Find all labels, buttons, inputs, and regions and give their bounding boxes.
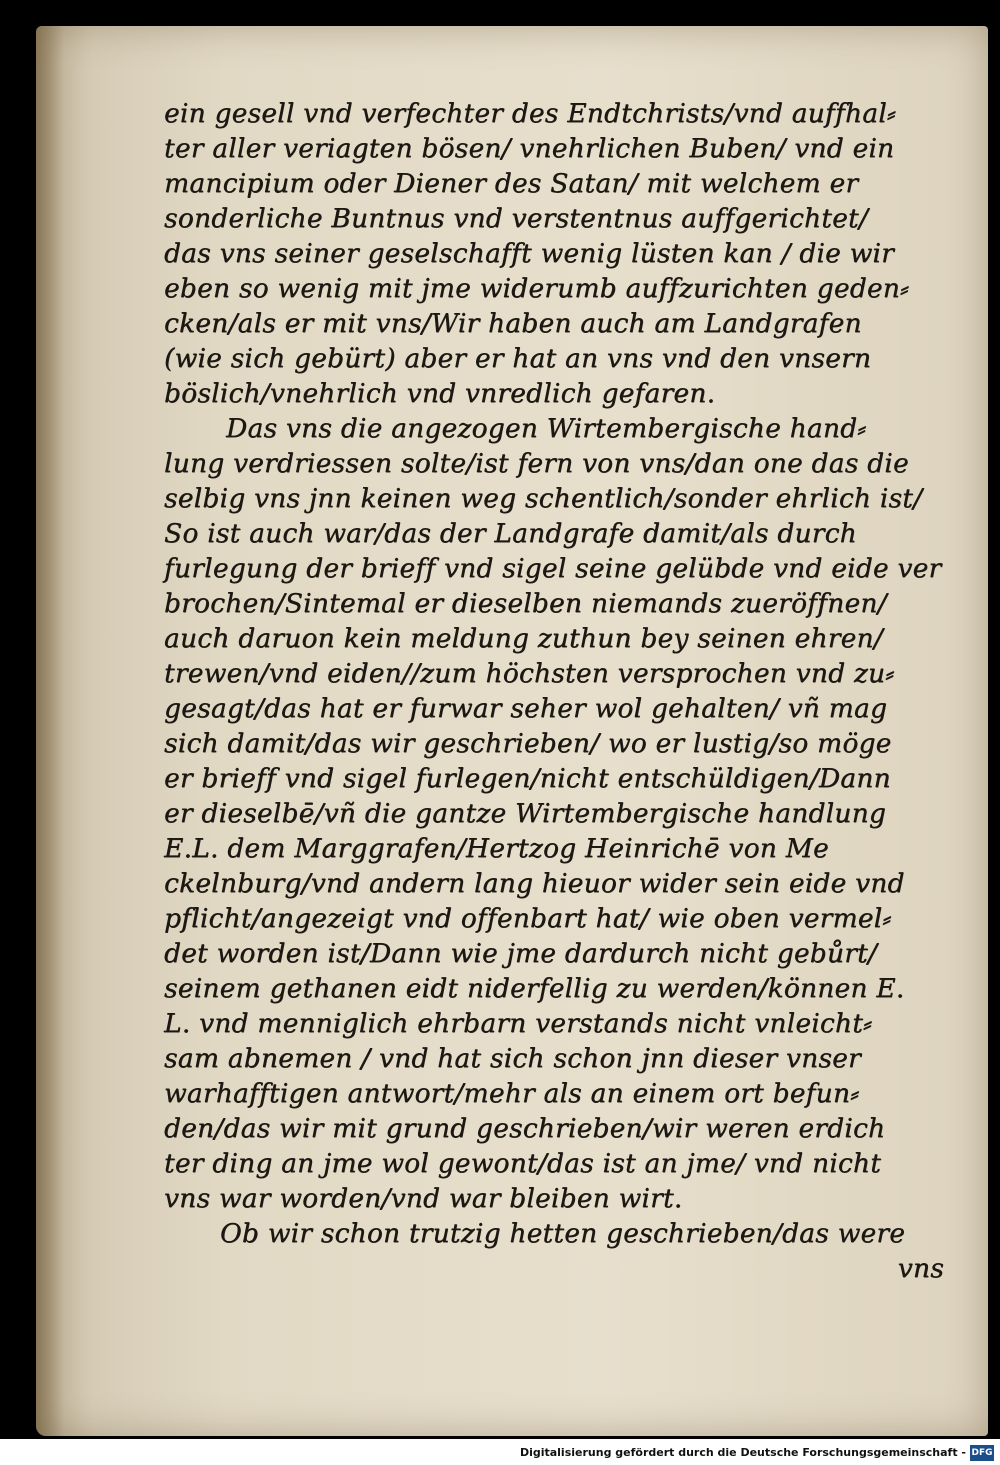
text-line: furlegung der brieff vnd sigel seine gelübde vnd eide ver <box>164 553 942 584</box>
text-line: brochen/Sintemal er dieselben niemands zueröffnen/ <box>164 588 887 619</box>
text-line: ter aller veriagten bösen/ vnehrlichen Buben/ vnd ein <box>164 133 895 164</box>
text-line: sam abnemen / vnd hat sich schon jnn dieser vnser <box>164 1043 861 1074</box>
text-line: böslich/vnehrlich vnd vnredlich gefaren. <box>164 378 716 409</box>
text-line: er dieselbē/vñ die gantze Wirtembergische handlung <box>164 798 886 829</box>
text-line: warhafftigen antwort/mehr als an einem ort befun⸗ <box>164 1078 860 1109</box>
text-line: ein gesell vnd verfechter des Endtchrists/vnd auffhal⸗ <box>164 98 896 129</box>
text-line: det worden ist/Dann wie jme dardurch nicht gebůrt/ <box>164 938 878 969</box>
text-line: lung verdriessen solte/ist fern von vns/dan one das die <box>164 448 909 479</box>
footer-bar <box>0 1439 1000 1465</box>
text-line: pflicht/angezeigt vnd offenbart hat/ wie oben vermel⸗ <box>164 903 892 934</box>
text-line: vns war worden/vnd war bleiben wirt. <box>164 1183 683 1214</box>
text-line: ckelnburg/vnd andern lang hieuor wider sein eide vnd <box>164 868 905 899</box>
text-line: ter ding an jme wol gewont/das ist an jme/ vnd nicht <box>164 1148 882 1179</box>
text-line: eben so wenig mit jme widerumb auffzurichten geden⸗ <box>164 273 910 304</box>
text-line: seinem gethanen eidt niderfellig zu werden/können E. <box>164 973 905 1004</box>
book-page <box>36 26 988 1436</box>
text-line: das vns seiner geselschafft wenig lüsten kan / die wir <box>164 238 894 269</box>
page-text <box>164 96 974 1286</box>
text-line: L. vnd menniglich ehrbarn verstands nicht vnleicht⸗ <box>164 1008 873 1039</box>
text-line: mancipium oder Diener des Satan/ mit welchem er <box>164 168 859 199</box>
text-line: den/das wir mit grund geschrieben/wir weren erdich <box>164 1113 886 1144</box>
catchword: vns <box>897 1253 944 1284</box>
dfg-logo-icon: DFG <box>970 1445 994 1461</box>
text-line: selbig vns jnn keinen weg schentlich/sonder ehrlich ist/ <box>164 483 923 514</box>
text-line: cken/als er mit vns/Wir haben auch am Landgrafen <box>164 308 862 339</box>
text-line: sich damit/das wir geschrieben/ wo er lustig/so möge <box>164 728 892 759</box>
text-line: gesagt/das hat er furwar seher wol gehalten/ vñ mag <box>164 693 888 724</box>
text-line: trewen/vnd eiden//zum höchsten versprochen vnd zu⸗ <box>164 658 895 689</box>
text-line: er brieff vnd sigel furlegen/nicht entschüldigen/Dann <box>164 763 891 794</box>
text-line: So ist auch war/das der Landgrafe damit/als durch <box>164 518 857 549</box>
text-line: auch daruon kein meldung zuthun bey seinen ehren/ <box>164 623 883 654</box>
paragraph-start-line: Das vns die angezogen Wirtembergische hand⸗ <box>226 413 867 444</box>
text-line: (wie sich gebürt) aber er hat an vns vnd den vnsern <box>164 343 872 374</box>
paragraph-start-line: Ob wir schon trutzig hetten geschrieben/das were <box>220 1218 906 1249</box>
digitization-credit: Digitalisierung gefördert durch die Deutsche Forschungsgemeinschaft - <box>519 1446 966 1459</box>
text-line: E.L. dem Marggrafen/Hertzog Heinrichē von Me <box>164 833 829 864</box>
text-line: sonderliche Buntnus vnd verstentnus auffgerichtet/ <box>164 203 868 234</box>
